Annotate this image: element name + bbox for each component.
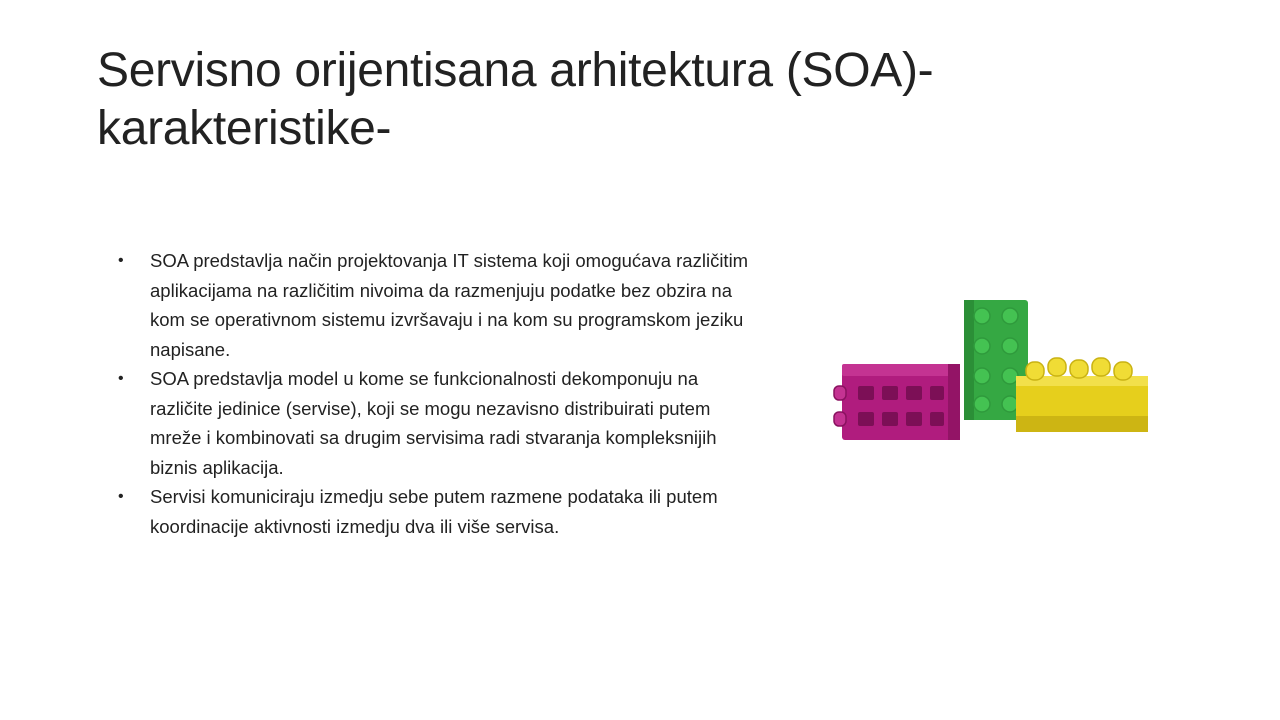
slide-title: Servisno orijentisana arhitektura (SOA)-karakteristike- (97, 44, 934, 155)
bullet-marker: • (118, 252, 124, 269)
bullet-item (118, 482, 750, 541)
bullet-list (118, 246, 750, 541)
bullet-marker: • (118, 488, 124, 505)
bullet-text: SOA predstavlja način projektovanja IT sistema koji omogućava različitim aplikacijama na različitim nivoima da razmenjuju podatke bez obzira na kom se operativnom sistemu izvršavaju i na kom su programskom jeziku napisane. (150, 250, 749, 360)
bullet-marker: • (118, 370, 124, 387)
bullet-text: Servisi komuniciraju izmedju sebe putem razmene podataka ili putem koordinacije aktivnosti izmedju dva ili više servisa. (150, 486, 718, 537)
yellow-brick (1016, 358, 1148, 432)
toy-bricks-image (830, 290, 1155, 450)
magenta-brick (834, 364, 960, 440)
bullet-item (118, 364, 750, 482)
bullet-item (118, 246, 750, 364)
bullet-text: SOA predstavlja model u kome se funkcionalnosti dekomponuju na različite jedinice (servise), koji se mogu nezavisno distribuirati putem mreže i kombinovati sa drugim servisima radi stvaranja kompleksnijih biznis aplikacija. (150, 368, 717, 478)
